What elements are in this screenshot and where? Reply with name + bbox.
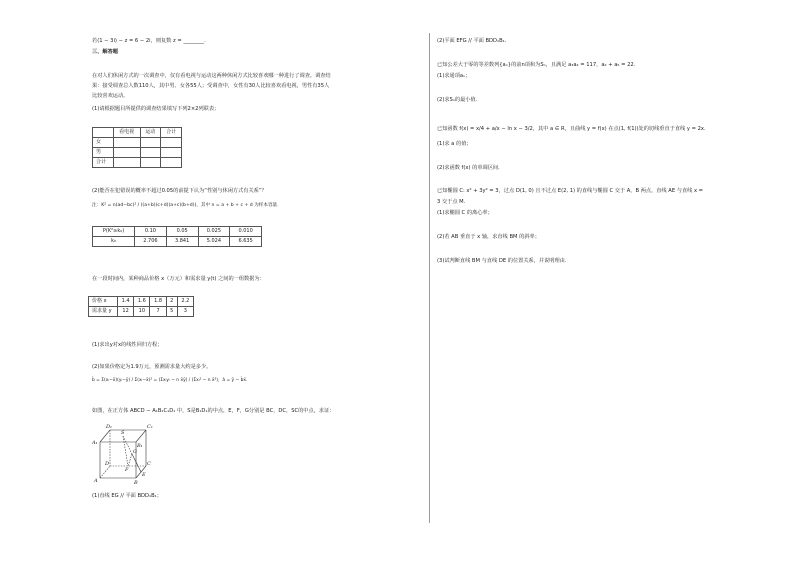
- survey-question-2: (2)能否在犯错误的概率不超过0.05的前提下认为“性别与休闲方式有关系”？: [92, 188, 267, 194]
- function-question-1: (1)求 a 的值；: [437, 141, 472, 147]
- table-cell: [140, 138, 161, 148]
- cube-label: E: [142, 472, 146, 478]
- survey-intro-line2: 果：接受调查总人数110人，其中男、女各55人；受调查中，女性有30人比较喜欢看电视，男性有35人: [92, 83, 330, 89]
- table-cell: 10: [134, 307, 150, 317]
- survey-question-1: (1)请根据题目所提供的调查结果填写下列2×2列联表；: [92, 106, 220, 112]
- cube-label: D₁: [106, 424, 113, 430]
- table-row: [93, 237, 262, 247]
- column-divider: [429, 33, 430, 523]
- table-cell: 需求量 y: [89, 307, 118, 317]
- table-cell: P(K²≥k₀): [93, 227, 135, 237]
- sequence-question-1: (1)求通项aₙ；: [437, 73, 471, 79]
- table-cell: 2.706: [135, 237, 167, 247]
- table-cell: 0.10: [135, 227, 167, 237]
- cube-question-2: (2)平面 EFG // 平面 BDD₁B₁.: [437, 38, 507, 44]
- table-cell: 看电视: [113, 128, 140, 138]
- chi-square-formula: 注：K² = n(ad−bc)² / ((a+b)(c+d)(a+c)(b+d))，其中 n = a + b + c + d 为样本容量.: [92, 203, 279, 208]
- table-cell: 7: [150, 307, 166, 317]
- table-cell: 女: [93, 138, 114, 148]
- critical-value-table: [92, 226, 262, 247]
- table-cell: 6.635: [230, 237, 262, 247]
- table-cell: 3: [177, 307, 193, 317]
- survey-intro-line1: 在对人们休闲方式的一次调查中，仅有看电视与运动这两种休闲方式比较喜欢哪一种进行了调查。调查结: [92, 73, 331, 79]
- cube-label: A: [94, 478, 98, 484]
- function-question-2: (2)求函数 f(x) 的单调区间.: [437, 165, 500, 171]
- table-row: [89, 307, 194, 317]
- cube-label: B: [134, 480, 138, 486]
- cube-label: C₁: [147, 424, 153, 430]
- contingency-table: [92, 127, 182, 168]
- cube-label: S: [121, 430, 125, 436]
- table-cell: [113, 138, 140, 148]
- table-cell: 2: [166, 297, 177, 307]
- survey-intro-line3: 比较喜欢运动。: [92, 93, 129, 99]
- table-cell: 0.025: [198, 227, 230, 237]
- function-intro: 已知函数 f(x) = x/4 + a/x − ln x − 3/2，其中 a ∈ R，且曲线 y = f(x) 在点(1, f(1))处的切线垂直于直线 y = 2x.: [437, 126, 706, 132]
- cube-label: D: [105, 461, 110, 467]
- sequence-intro: 已知公差大于零的等差数列{aₙ}的前n项和为Sₙ，且满足 a₃a₄ = 117，a₂ + a₅ = 22.: [437, 62, 636, 68]
- table-cell: [140, 148, 161, 158]
- table-cell: k₀: [93, 237, 135, 247]
- sequence-question-2: (2)求Sₙ的最小值.: [437, 97, 478, 103]
- table-cell: 1.8: [150, 297, 166, 307]
- table-row: [89, 297, 194, 307]
- ellipse-question-3: (3)试判断直线 BM 与直线 DE 的位置关系，并说明理由.: [437, 258, 567, 264]
- table-cell: 价格 x: [89, 297, 118, 307]
- price-demand-table: [88, 296, 194, 317]
- table-cell: 5: [166, 307, 177, 317]
- table-cell: [140, 158, 161, 168]
- ellipse-question-2: (2)若 AB 垂直于 x 轴，求直线 BM 的斜率；: [437, 234, 540, 240]
- regression-formula: b̂ = Σ(xᵢ−x̄)(yᵢ−ȳ) / Σ(xᵢ−x̄)² = (Σxᵢyᵢ − n x̄ȳ) / (Σxᵢ² − n x̄²)，â = ȳ − b̂x̄.: [92, 378, 248, 383]
- table-row: [93, 138, 182, 148]
- table-cell: [113, 158, 140, 168]
- table-row: [93, 128, 182, 138]
- table-cell: 运动: [140, 128, 161, 138]
- question-complex: 若(1 − 3i) − z = 6 − 2i，则复数 z = ________.: [92, 38, 206, 44]
- cube-figure: [90, 420, 160, 486]
- ellipse-intro-line2: 3 交于点 M.: [437, 199, 466, 205]
- table-cell: 3.841: [166, 237, 198, 247]
- table-cell: 合计: [161, 128, 182, 138]
- price-question-2: (2)如果价格定为1.9万元，预测需求量大约是多少。: [92, 364, 212, 370]
- price-question-1: (1)求出y对x的线性回归方程；: [92, 342, 163, 348]
- table-row: [93, 227, 262, 237]
- table-cell: 0.05: [166, 227, 198, 237]
- table-cell: [113, 148, 140, 158]
- table-row: [93, 158, 182, 168]
- cube-label: G: [133, 449, 137, 455]
- ellipse-intro-line1: 已知椭圆 C: x² + 3y² = 3，过点 D(1, 0) 且不过点 E(2, 1) 的直线与椭圆 C 交于 A，B 两点，直线 AE 与直线 x =: [437, 188, 704, 194]
- cube-label: C: [147, 461, 151, 467]
- table-cell: [161, 158, 182, 168]
- section-heading: 三、解答题: [92, 49, 118, 55]
- table-cell: 5.024: [198, 237, 230, 247]
- table-cell: 12: [118, 307, 134, 317]
- cube-label: B₁: [137, 443, 143, 449]
- price-intro: 在一段时间内，某种商品价格 x（万元）和需求量 y(t) 之间的一组数据为：: [92, 276, 265, 282]
- cube-question-1: (1)直线 EG // 平面 BDD₁B₁；: [92, 493, 162, 499]
- table-cell: 1.6: [134, 297, 150, 307]
- table-cell: [161, 148, 182, 158]
- table-cell: 男: [93, 148, 114, 158]
- table-cell: 0.010: [230, 227, 262, 237]
- table-cell: [161, 138, 182, 148]
- table-cell: 合计: [93, 158, 114, 168]
- table-cell: [93, 128, 114, 138]
- cube-label: F: [125, 467, 129, 473]
- cube-intro: 如图，在正方体 ABCD − A₁B₁C₁D₁ 中，S是B₁D₁的中点，E，F，G分别是 BC，DC，SC的中点，求证：: [92, 408, 335, 414]
- ellipse-question-1: (1)求椭圆 C 的离心率；: [437, 210, 493, 216]
- cube-label: A₁: [92, 440, 98, 446]
- table-row: [93, 148, 182, 158]
- table-cell: 1.4: [118, 297, 134, 307]
- table-cell: 2.2: [177, 297, 193, 307]
